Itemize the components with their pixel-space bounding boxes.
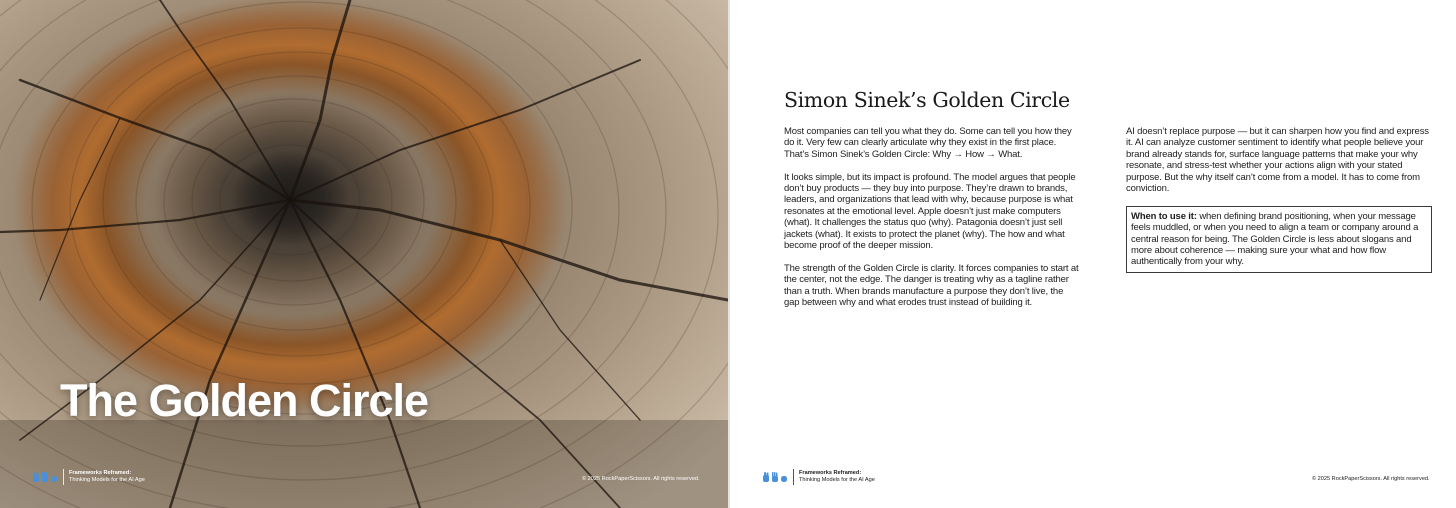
- rock-paper-scissors-hands-icon: [762, 472, 788, 483]
- right-column: [1126, 126, 1432, 273]
- footer-brand: [762, 469, 875, 485]
- page-title: Simon Sinek’s Golden Circle: [784, 88, 1070, 112]
- usage-callout-box: [1126, 206, 1432, 273]
- paragraph: AI doesn’t replace purpose — but it can sharpen how you find and express it. AI can analyze customer sentiment to identify what people believe your brand already stands for, surface language patterns that make your why resonate, and stress-test whether your actions align with your stated purpose. But the why itself can’t come from a model. It has to come from conviction.: [1126, 126, 1429, 195]
- footer-brand: [32, 469, 145, 485]
- footer-copyright: © 2025 RockPaperScissors. All rights reserved.: [1312, 476, 1430, 482]
- paragraph: Most companies can tell you what they do. Some can tell you how they do it. Very few can clearly articulate why they exist in the first place. That’s Simon Sinek’s Golden Circle: Why → How → What.: [784, 126, 1072, 160]
- usage-text: when defining brand positioning, when your message feels muddled, or when you need to align a team or company around a central reason for being. The Golden Circle is less about slogans and more about coherence — making sure your what and how flow authentically from your why.: [1131, 210, 1419, 268]
- cover-title: The Golden Circle: [60, 375, 429, 426]
- paragraph: The strength of the Golden Circle is clarity. It forces companies to start at the center, not the edge. The danger is treating why as a tagline rather than a truth. When brands manufacture a purpose they don’t live, the gap between why and what erodes trust instead of building it.: [784, 262, 1079, 309]
- rock-paper-scissors-hands-icon: [32, 472, 58, 483]
- footer-divider: [793, 469, 794, 485]
- footer-brand-text: Frameworks Reframed: Thinking Models for the AI Age: [799, 470, 875, 483]
- footer-copyright: © 2025 RockPaperScissors. All rights reserved.: [582, 476, 700, 482]
- usage-label: When to use it:: [1131, 210, 1197, 222]
- article-page: [730, 0, 1456, 508]
- left-column: [784, 126, 1080, 320]
- paragraph: It looks simple, but its impact is profound. The model argues that people don’t buy products — they buy into purpose. They’re drawn to brands, leaders, and organizations that lead with why, because purpose is what resonates at the emotional level. Apple doesn’t just make computers (what). It challenges the status quo (why). Patagonia doesn’t just sell jackets (what). It exists to protect the planet (why). The how and what become proof of the deeper mission.: [784, 171, 1076, 252]
- footer-brand-text: Frameworks Reframed: Thinking Models for the AI Age: [69, 470, 145, 483]
- footer-divider: [63, 469, 64, 485]
